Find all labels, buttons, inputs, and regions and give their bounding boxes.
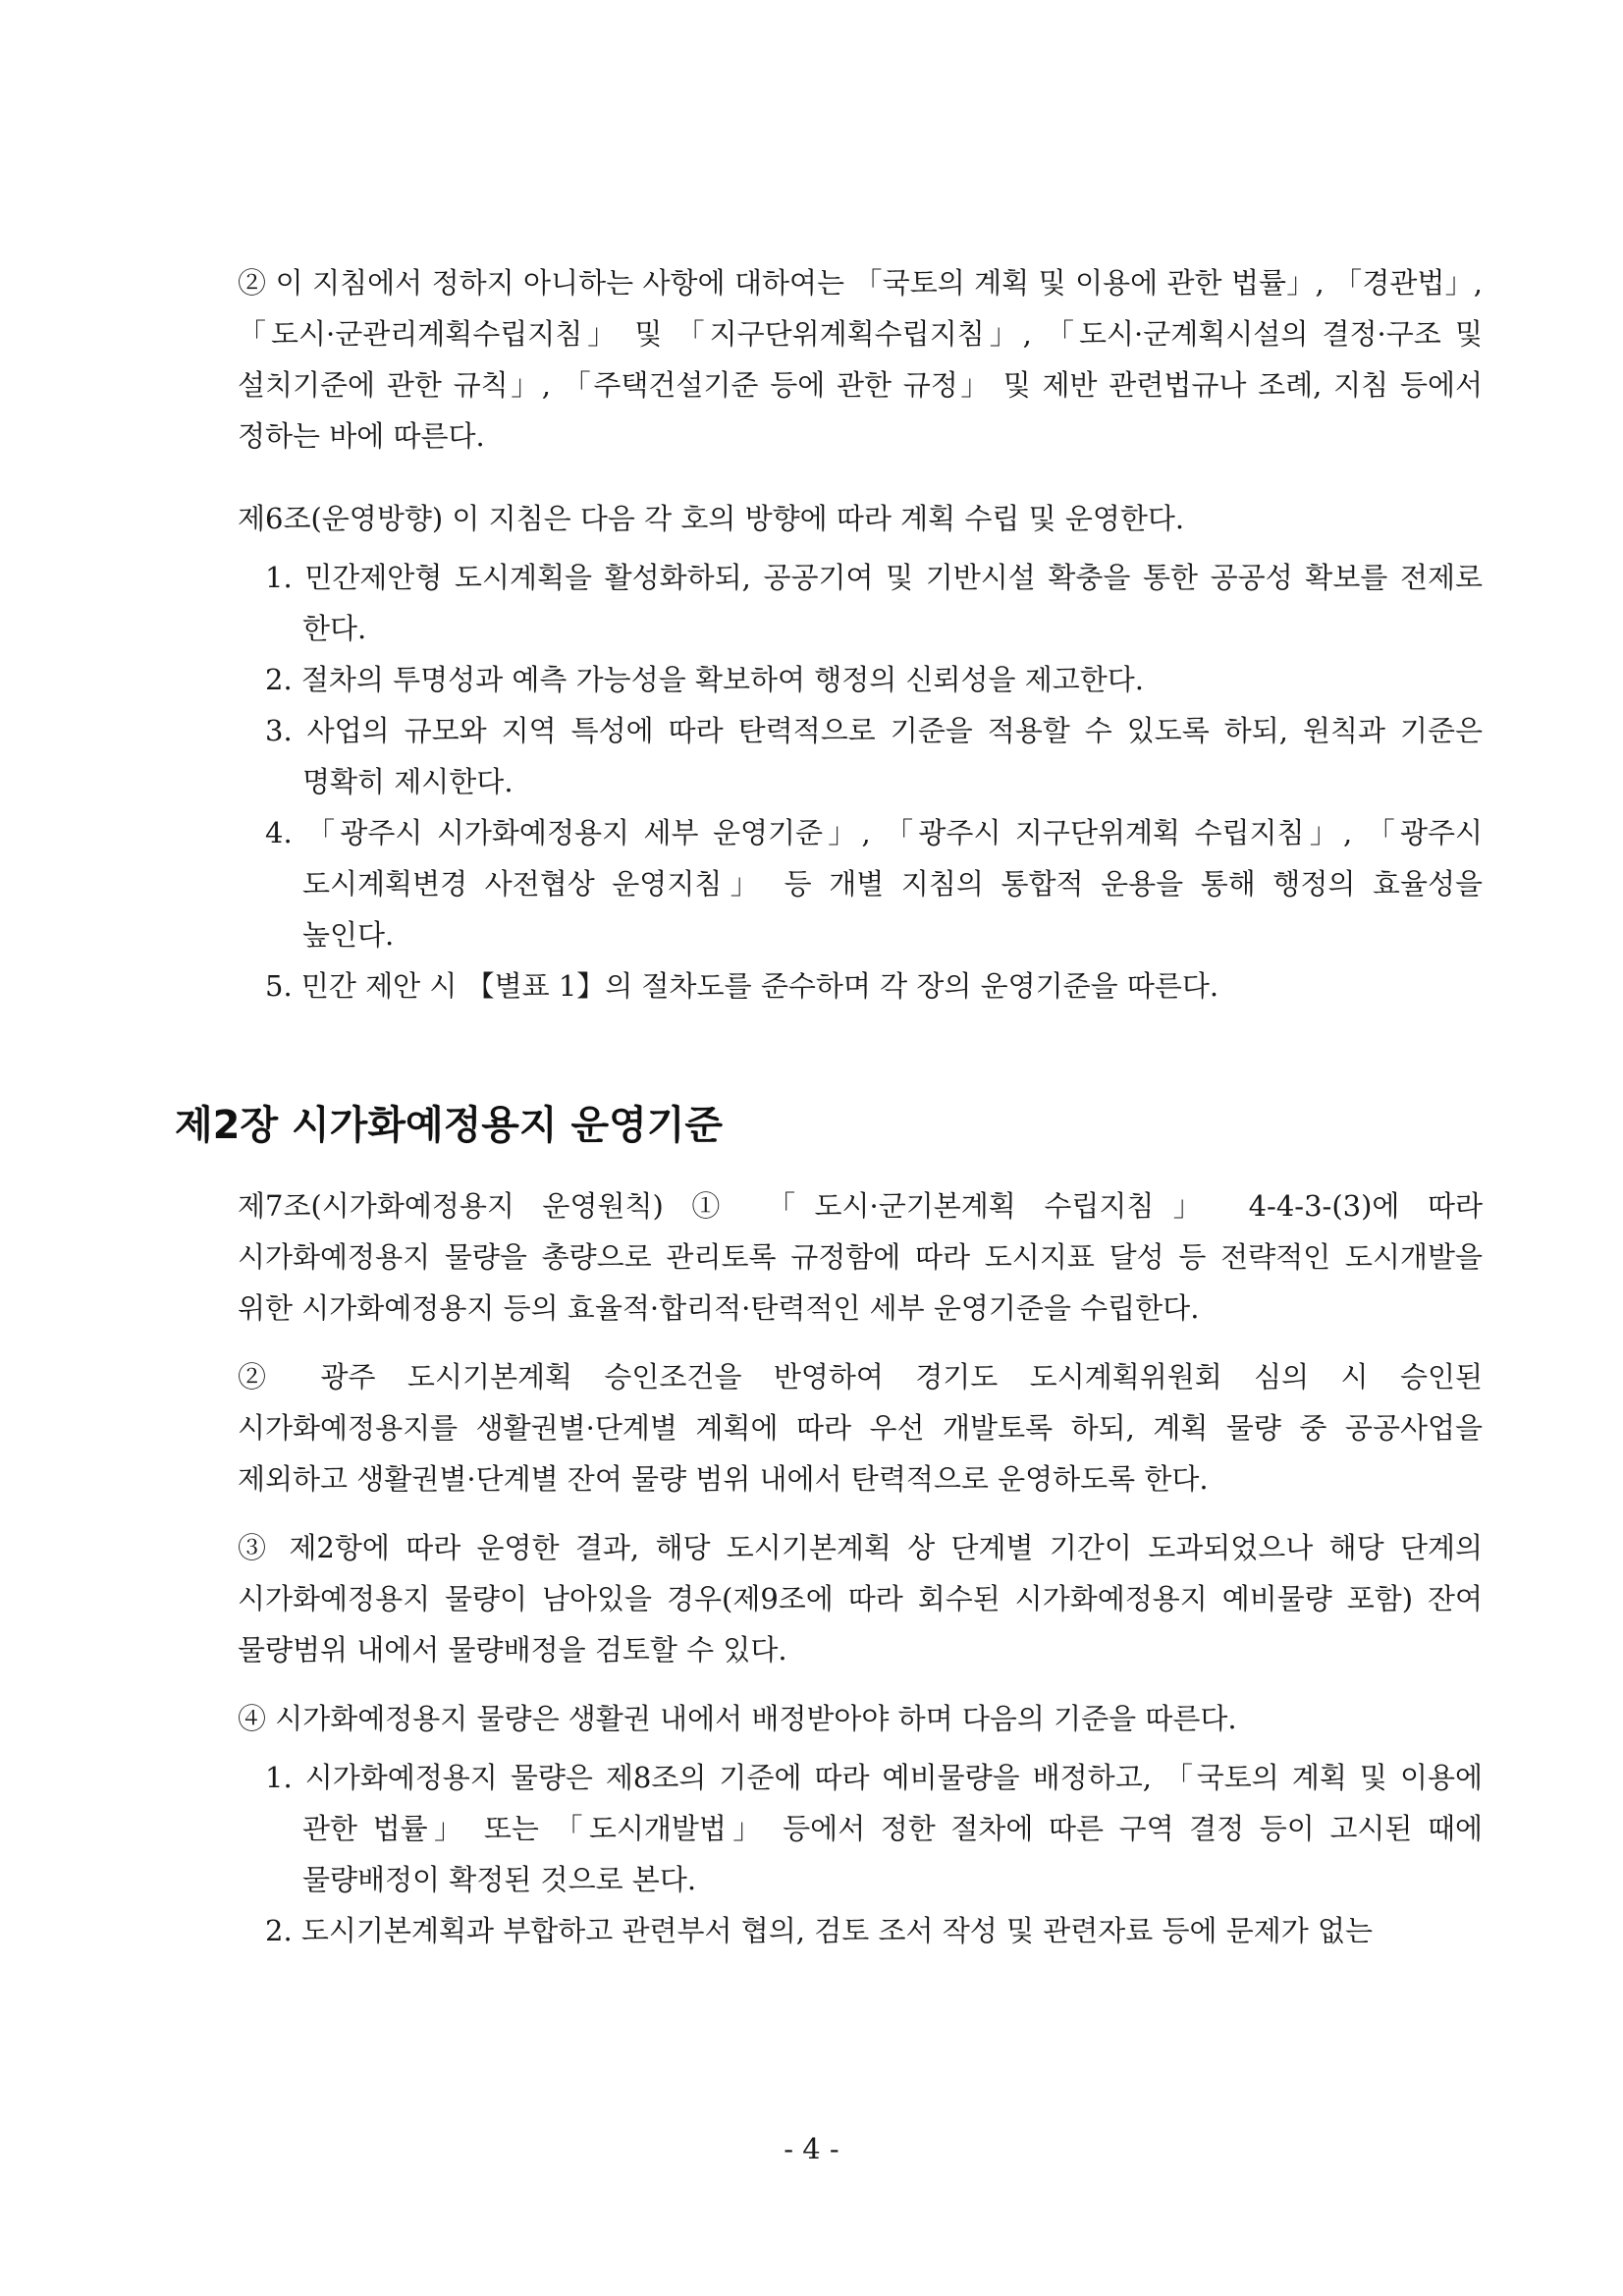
list-item: 1. 시가화예정용지 물량은 제8조의 기준에 따라 예비물량을 배정하고, 「국토의 계획 및 이용에 관한 법률」 또는 「도시개발법」 등에서 정한 절차에 따른 구역 결정 등이 고시된 때에 물량배정이 확정된 것으로 본다. [265, 1761, 1483, 1896]
article-6: 제6조(운영방향) 이 지침은 다음 각 호의 방향에 따라 계획 수립 및 운영한다. [238, 502, 1185, 535]
chapter-title: 제2장 시가화예정용지 운영기준 [175, 1103, 724, 1148]
list-item: 2. 절차의 투명성과 예측 가능성을 확보하여 행정의 신뢰성을 제고한다. [265, 663, 1145, 696]
paragraph-4: ④ 시가화예정용지 물량은 생활권 내에서 배정받아야 하며 다음의 기준을 따른다. [238, 1702, 1237, 1735]
paragraph-2: ② 이 지침에서 정하지 아니하는 사항에 대하여는 「국토의 계획 및 이용에 관한 법률」, 「경관법」, 「도시·군관리계획수립지침」 및 「지구단위계획수립지침」, 「도시·군계획시설의 결정·구조 및 설치기준에 관한 규칙」, 「주택건설기준 등에 관한 규정」 및 제반 관련법규나 조례, 지침 등에서 정하는 바에 따른다. [238, 266, 1483, 453]
list-item: 2. 도시기본계획과 부합하고 관련부서 협의, 검토 조서 작성 및 관련자료 등에 문제가 없는 [265, 1914, 1373, 1947]
paragraph-2: ② 광주 도시기본계획 승인조건을 반영하여 경기도 도시계획위원회 심의 시 승인된 시가화예정용지를 생활권별·단계별 계획에 따라 우선 개발토록 하되, 계획 물량 중 공공사업을 제외하고 생활권별·단계별 잔여 물량 범위 내에서 탄력적으로 운영하도록 한다. [238, 1360, 1483, 1496]
list-item: 3. 사업의 규모와 지역 특성에 따라 탄력적으로 기준을 적용할 수 있도록 하되, 원칙과 기준은 명확히 제시한다. [265, 714, 1483, 798]
paragraph-3: ③ 제2항에 따라 운영한 결과, 해당 도시기본계획 상 단계별 기간이 도과되었으나 해당 단계의 시가화예정용지 물량이 남아있을 경우(제9조에 따라 회수된 시가화예정용지 예비물량 포함) 잔여 물량범위 내에서 물량배정을 검토할 수 있다. [238, 1531, 1483, 1667]
list-item: 1. 민간제안형 도시계획을 활성화하되, 공공기여 및 기반시설 확충을 통한 공공성 확보를 전제로 한다. [265, 561, 1483, 645]
article-7: 제7조(시가화예정용지 운영원칙) ① 「도시·군기본계획 수립지침」 4-4-3-(3)에 따라 시가화예정용지 물량을 총량으로 관리토록 규정함에 따라 도시지표 달성 등 전략적인 도시개발을 위한 시가화예정용지 등의 효율적·합리적·탄력적인 세부 운영기준을 수립한다. [238, 1189, 1483, 1325]
page-number: - 4 - [784, 2132, 839, 2165]
list-item: 4. 「광주시 시가화예정용지 세부 운영기준」, 「광주시 지구단위계획 수립지침」, 「광주시 도시계획변경 사전협상 운영지침」 등 개별 지침의 통합적 운용을 통해 행정의 효율성을 높인다. [265, 816, 1483, 952]
list-item: 5. 민간 제안 시 【별표 1】의 절차도를 준수하며 각 장의 운영기준을 따른다. [265, 969, 1219, 1003]
